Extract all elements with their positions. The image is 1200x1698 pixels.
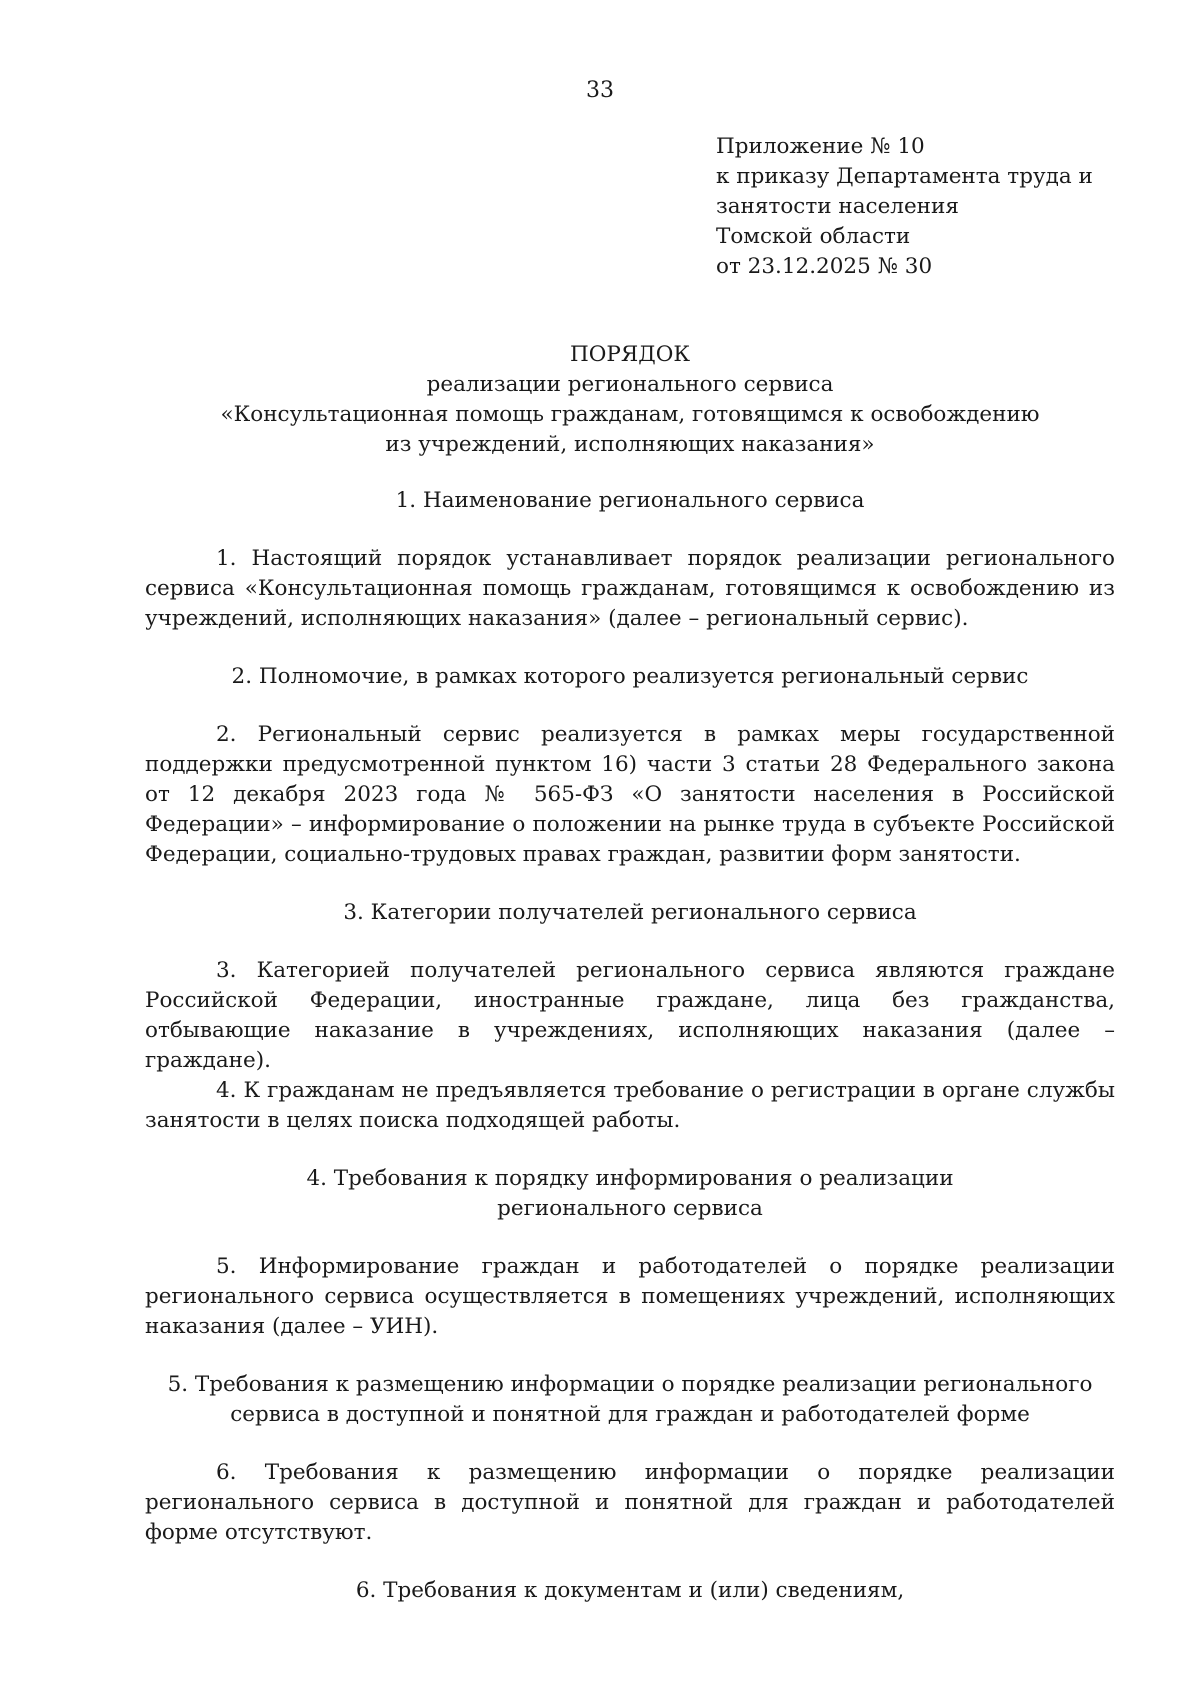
section-heading-line: 1. Наименование регионального сервиса bbox=[395, 488, 865, 513]
title-line: из учреждений, исполняющих наказания» bbox=[385, 432, 875, 457]
section-heading bbox=[145, 898, 1115, 928]
section-heading-line: 3. Категории получателей регионального сервиса bbox=[343, 900, 917, 925]
title-line: реализации регионального сервиса bbox=[426, 372, 834, 397]
section-heading-line: 2. Полномочие, в рамках которого реализуется региональный сервис bbox=[231, 664, 1029, 689]
appendix-line: Приложение № 10 bbox=[716, 134, 925, 159]
section-heading bbox=[145, 662, 1115, 692]
section-heading bbox=[145, 486, 1115, 516]
appendix-line: занятости населения bbox=[716, 194, 959, 219]
section-body bbox=[145, 1458, 1115, 1548]
title-line: «Консультационная помощь гражданам, готовящимся к освобождению bbox=[220, 402, 1040, 427]
paragraph: 5. Информирование граждан и работодателей о порядке реализации регионального сервиса осуществляется в помещениях учреждений, исполняющих наказания (далее – УИН). bbox=[145, 1254, 1115, 1339]
appendix-line: Томской области bbox=[716, 224, 911, 249]
title-heading: ПОРЯДОК bbox=[570, 342, 690, 367]
section-heading-line: 4. Требования к порядку информирования о реализации bbox=[306, 1166, 954, 1191]
paragraph: 1. Настоящий порядок устанавливает порядок реализации регионального сервиса «Консультационная помощь гражданам, готовящимся к освобождению из учреждений, исполняющих наказания» (далее – региональный сервис). bbox=[145, 546, 1115, 631]
page-number: 33 bbox=[586, 78, 614, 103]
document-body bbox=[145, 340, 1115, 1634]
section-body bbox=[145, 720, 1115, 870]
appendix-block bbox=[716, 132, 1156, 282]
section-heading bbox=[145, 1370, 1115, 1430]
paragraph: 4. К гражданам не предъявляется требование о регистрации в органе службы занятости в целях поиска подходящей работы. bbox=[145, 1078, 1115, 1133]
paragraph: 6. Требования к размещению информации о порядке реализации регионального сервиса в доступной и понятной для граждан и работодателей форме отсутствуют. bbox=[145, 1460, 1115, 1545]
section-body bbox=[145, 544, 1115, 634]
section-body bbox=[145, 956, 1115, 1136]
document-title bbox=[145, 340, 1115, 460]
section-heading-line: сервиса в доступной и понятной для граждан и работодателей форме bbox=[230, 1402, 1030, 1427]
section-heading bbox=[145, 1576, 1115, 1606]
section-heading bbox=[145, 1164, 1115, 1224]
section-heading-line: 6. Требования к документам и (или) сведениям, bbox=[355, 1578, 905, 1603]
appendix-line: от 23.12.2025 № 30 bbox=[716, 254, 933, 279]
paragraph: 2. Региональный сервис реализуется в рамках меры государственной поддержки предусмотренной пунктом 16) части 3 статьи 28 Федерального закона от 12 декабря 2023 года № 565-ФЗ «О занятости населения в Российской Федерации» – информирование о положении на рынке труда в субъекте Российской Федерации, социально-трудовых правах граждан, развитии форм занятости. bbox=[145, 722, 1115, 867]
appendix-line: к приказу Департамента труда и bbox=[716, 164, 1093, 189]
section-body bbox=[145, 1252, 1115, 1342]
section-heading-line: 5. Требования к размещению информации о порядке реализации регионального bbox=[167, 1372, 1093, 1397]
section-heading-line: регионального сервиса bbox=[497, 1196, 763, 1221]
paragraph: 3. Категорией получателей регионального сервиса являются граждане Российской Федерации, иностранные граждане, лица без гражданства, отбывающие наказание в учреждениях, исполняющих наказания (далее – граждане). bbox=[145, 958, 1115, 1073]
